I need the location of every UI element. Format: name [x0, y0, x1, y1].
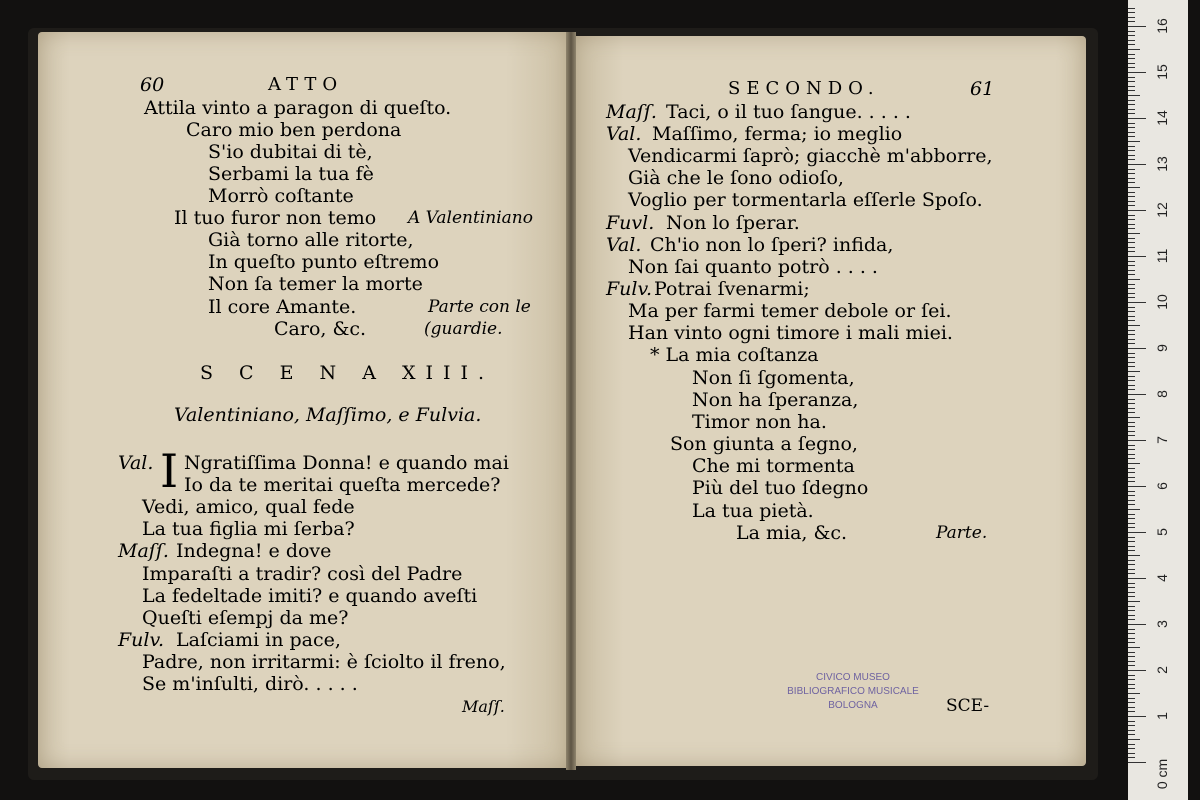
ruler-tick [1128, 537, 1135, 538]
ruler-tick [1128, 320, 1135, 321]
ruler-tick [1128, 256, 1146, 257]
ruler-tick [1128, 380, 1135, 381]
dialogue-line: Imparaſti a tradir? così del Padre [142, 563, 463, 585]
stage-direction: (guardie. [424, 319, 503, 339]
ruler-tick [1128, 468, 1135, 469]
ruler-tick [1128, 541, 1135, 542]
ruler-tick [1128, 251, 1135, 252]
ruler-tick [1128, 711, 1135, 712]
ruler-tick [1128, 504, 1135, 505]
ruler-tick [1128, 587, 1135, 588]
ruler-tick [1128, 518, 1135, 519]
verse-line: Caro, &c. [274, 318, 367, 340]
ruler-tick [1128, 458, 1135, 459]
ruler-tick [1128, 182, 1135, 183]
ruler-tick [1128, 169, 1135, 170]
ruler-tick [1128, 54, 1135, 55]
dialogue-line: Ma per farmi temer debole or ſei. [628, 300, 952, 322]
dialogue-line: Taci, o il tuo ſangue. . . . . [666, 101, 911, 123]
ruler-tick [1128, 716, 1146, 717]
dialogue-line: Queſti eſempj da me? [142, 607, 349, 629]
scene-characters: Valentiniano, Maſſimo, e Fulvia. [174, 404, 482, 426]
ruler-tick [1128, 201, 1135, 202]
ruler-tick [1128, 688, 1135, 689]
dialogue-line: Laſciami in pace, [176, 629, 341, 651]
ruler-tick [1128, 491, 1135, 492]
ruler-tick [1128, 77, 1135, 78]
ruler-tick [1128, 610, 1135, 611]
ruler-tick [1128, 675, 1135, 676]
ruler-tick [1128, 684, 1135, 685]
verse-line: Il tuo furor non temo [174, 207, 377, 229]
ruler-tick [1128, 560, 1135, 561]
ruler-tick [1128, 219, 1135, 220]
ruler-tick [1128, 707, 1135, 708]
dialogue-line: Non lo ſperar. [666, 212, 800, 234]
ruler-tick [1128, 270, 1135, 271]
dialogue-line: La fedeltade imiti? e quando aveſti [142, 585, 478, 607]
ruler-label: 5 [1154, 528, 1170, 536]
dialogue-line: Han vinto ogni timore i mali miei. [628, 322, 953, 344]
dialogue-line: Vendicarmi ſaprò; giacchè m'abborre, [628, 145, 993, 167]
verse-line: Attila vinto a paragon di queſto. [144, 97, 452, 119]
ruler-tick [1128, 670, 1146, 671]
ruler-tick [1128, 578, 1146, 579]
ruler-tick [1128, 362, 1135, 363]
ruler-tick [1128, 412, 1135, 413]
ruler-tick [1128, 123, 1135, 124]
aria-line: Non ha ſperanza, [692, 389, 859, 411]
ruler-tick [1128, 417, 1140, 418]
ruler-tick [1128, 721, 1135, 722]
verse-line: Morrò coſtante [208, 185, 354, 207]
ruler-tick [1128, 113, 1135, 114]
ruler-tick [1128, 445, 1135, 446]
ruler-tick [1128, 449, 1135, 450]
dialogue-line: Vedi, amico, qual fede [142, 496, 355, 518]
ruler-tick [1128, 233, 1140, 234]
speaker-label: Fulv. [606, 278, 653, 300]
ruler-tick [1128, 514, 1135, 515]
ruler-tick [1128, 573, 1135, 574]
ruler-label: 15 [1154, 64, 1170, 80]
ruler-tick [1128, 431, 1135, 432]
ruler-tick [1128, 21, 1135, 22]
aria-line: * La mia coſtanza [650, 344, 819, 366]
ruler-tick [1128, 463, 1140, 464]
aria-line: Son giunta a ſegno, [670, 433, 858, 455]
ruler-tick [1128, 730, 1135, 731]
ruler-tick [1128, 63, 1135, 64]
speaker-label: Maſſ. [118, 540, 169, 562]
ruler-tick [1128, 693, 1140, 694]
ruler-tick [1128, 311, 1135, 312]
ruler-tick [1128, 661, 1135, 662]
ruler-tick [1128, 748, 1135, 749]
ruler-tick [1128, 17, 1135, 18]
ruler-tick [1128, 228, 1135, 229]
scene-heading: S C E N A XIII. [200, 362, 495, 384]
ruler-tick [1128, 757, 1135, 758]
ruler-tick [1128, 702, 1135, 703]
ruler-tick [1128, 155, 1135, 156]
ruler-tick [1128, 302, 1146, 303]
ruler-tick [1128, 104, 1135, 105]
ruler-tick [1128, 279, 1140, 280]
ruler-label: 11 [1154, 248, 1170, 264]
ruler-tick [1128, 95, 1140, 96]
ruler-tick [1128, 316, 1135, 317]
speaker-label: Val. [606, 234, 642, 256]
ruler-tick [1128, 698, 1135, 699]
ruler-tick [1128, 265, 1135, 266]
ruler-tick [1128, 739, 1140, 740]
dialogue-line: Ngratiſſima Donna! e quando mai [184, 452, 509, 474]
ruler-tick [1128, 173, 1135, 174]
dialogue-line: Voglio per tormentarla eſſerle Spoſo. [628, 189, 983, 211]
ruler-label: 1 [1154, 712, 1170, 720]
ruler-tick [1128, 665, 1135, 666]
dialogue-line: La tua figlia mi ſerba? [142, 518, 355, 540]
verse-line: Serbami la tua fè [208, 163, 374, 185]
ruler-tick [1128, 583, 1135, 584]
ruler-tick [1128, 325, 1140, 326]
dialogue-line: Io da te meritai queſta mercede? [184, 474, 501, 496]
ruler-tick [1128, 647, 1140, 648]
ruler-tick [1128, 242, 1135, 243]
ruler-tick [1128, 159, 1135, 160]
ruler-tick [1128, 532, 1146, 533]
dialogue-line: Già che le ſono odioſo, [628, 167, 844, 189]
library-stamp [780, 671, 926, 717]
ruler-tick [1128, 376, 1135, 377]
ruler-tick [1128, 624, 1146, 625]
ruler-tick [1128, 679, 1135, 680]
verse-line: Non ſa temer la morte [208, 273, 423, 295]
aria-line: La mia, &c. [736, 522, 848, 544]
ruler-tick [1128, 555, 1140, 556]
ruler-label: 14 [1154, 110, 1170, 126]
verse-line: Il core Amante. [208, 296, 357, 318]
ruler-label: 9 [1154, 344, 1170, 352]
dialogue-line: Padre, non irritarmi: è ſciolto il freno, [142, 651, 506, 673]
right-running-head: SECONDO. [728, 78, 880, 99]
ruler-tick [1128, 238, 1135, 239]
ruler-tick [1128, 606, 1135, 607]
ruler-tick [1128, 146, 1135, 147]
ruler-tick [1128, 31, 1135, 32]
ruler-tick [1128, 399, 1135, 400]
ruler-tick [1128, 596, 1135, 597]
verse-line: In queſto punto eſtremo [208, 251, 440, 273]
ruler-tick [1128, 762, 1146, 763]
ruler-tick [1128, 343, 1135, 344]
aria-line: Più del tuo ſdegno [692, 477, 869, 499]
ruler-tick [1128, 523, 1135, 524]
left-running-head: ATTO [268, 74, 344, 95]
aria-line: Non ſi ſgomenta, [692, 367, 855, 389]
dialogue-line: Se m'inſulti, dirò. . . . . [142, 673, 358, 695]
ruler-tick [1128, 472, 1135, 473]
drop-initial: I [160, 444, 179, 498]
ruler-tick [1128, 569, 1135, 570]
ruler-tick [1128, 210, 1146, 211]
ruler-tick [1128, 486, 1146, 487]
ruler-label: 10 [1154, 294, 1170, 310]
ruler-tick [1128, 652, 1135, 653]
ruler-tick [1128, 127, 1135, 128]
ruler-tick [1128, 26, 1146, 27]
ruler-tick [1128, 334, 1135, 335]
ruler-tick [1128, 164, 1146, 165]
dialogue-line: Indegna! e dove [176, 540, 332, 562]
ruler-tick [1128, 638, 1135, 639]
ruler-tick [1128, 422, 1135, 423]
ruler-tick [1128, 734, 1135, 735]
ruler-tick [1128, 205, 1135, 206]
verse-line: Caro mio ben perdona [186, 119, 402, 141]
catchword: Maſſ. [462, 697, 505, 716]
ruler-tick [1128, 435, 1135, 436]
ruler-tick [1128, 454, 1135, 455]
ruler-tick [1128, 744, 1135, 745]
ruler-tick [1128, 477, 1135, 478]
ruler-label: 13 [1154, 156, 1170, 172]
ruler-tick [1128, 509, 1140, 510]
dialogue-line: Non ſai quanto potrò . . . . [628, 256, 878, 278]
ruler-tick [1128, 440, 1146, 441]
ruler-tick [1128, 371, 1140, 372]
ruler-tick [1128, 564, 1135, 565]
ruler-tick [1128, 385, 1135, 386]
ruler-tick [1128, 8, 1135, 9]
ruler-tick [1128, 81, 1135, 82]
ruler-tick [1128, 408, 1135, 409]
stamp-line: BIBLIOGRAFICO MUSICALE [787, 686, 919, 697]
dialogue-line: Ch'io non lo ſperi? infida, [650, 234, 894, 256]
ruler-label: 3 [1154, 620, 1170, 628]
speaker-label: Fulv. [118, 629, 165, 651]
ruler-tick [1128, 297, 1135, 298]
aria-line: La tua pietà. [692, 500, 814, 522]
ruler-tick [1128, 187, 1140, 188]
ruler-label: 7 [1154, 436, 1170, 444]
ruler-tick [1128, 307, 1135, 308]
aria-line: Che mi tormenta [692, 455, 855, 477]
ruler-tick [1128, 136, 1135, 137]
ruler-tick [1128, 619, 1135, 620]
ruler-tick [1128, 90, 1135, 91]
ruler-tick [1128, 215, 1135, 216]
verse-line: S'io dubitai di tè, [208, 141, 373, 163]
ruler-tick [1128, 178, 1135, 179]
ruler-label: 2 [1154, 666, 1170, 674]
ruler-tick [1128, 500, 1135, 501]
ruler-tick [1128, 527, 1135, 528]
left-page-number: 60 [140, 74, 165, 96]
ruler-tick [1128, 40, 1135, 41]
ruler-tick [1128, 49, 1140, 50]
ruler-tick [1128, 58, 1135, 59]
ruler-tick [1128, 353, 1135, 354]
ruler-tick [1128, 481, 1135, 482]
catchword: SCE- [946, 696, 990, 716]
ruler-tick [1128, 247, 1135, 248]
ruler-tick [1128, 12, 1135, 13]
stamp-line: BOLOGNA [828, 700, 878, 711]
ruler-tick [1128, 67, 1135, 68]
ruler-label: 12 [1154, 202, 1170, 218]
ruler-tick [1128, 615, 1135, 616]
ruler-tick [1128, 330, 1135, 331]
ruler-tick [1128, 633, 1135, 634]
stage-direction: A Valentiniano [408, 208, 533, 228]
ruler-tick [1128, 132, 1135, 133]
stage-direction: Parte. [936, 523, 988, 543]
ruler-tick [1128, 546, 1135, 547]
speaker-label: Fuvl. [606, 212, 655, 234]
ruler-tick [1128, 403, 1135, 404]
ruler-tick [1128, 366, 1135, 367]
right-page-number: 61 [970, 78, 995, 100]
ruler-tick [1128, 293, 1135, 294]
ruler-tick [1128, 426, 1135, 427]
ruler-tick [1128, 394, 1146, 395]
ruler-tick [1128, 642, 1135, 643]
ruler-tick [1128, 100, 1135, 101]
ruler-tick [1128, 629, 1135, 630]
ruler-tick [1128, 288, 1135, 289]
measurement-ruler [1128, 0, 1188, 800]
ruler-tick [1128, 192, 1135, 193]
ruler-tick [1128, 109, 1135, 110]
ruler-tick [1128, 86, 1135, 87]
dialogue-line: Potrai ſvenarmi; [654, 278, 810, 300]
ruler-tick [1128, 44, 1135, 45]
stage-direction: Parte con le [428, 297, 531, 317]
ruler-label: 16 [1154, 18, 1170, 34]
ruler-tick [1128, 150, 1135, 151]
ruler-label: 6 [1154, 482, 1170, 490]
ruler-tick [1128, 224, 1135, 225]
ruler-tick [1128, 72, 1146, 73]
aria-line: Timor non ha. [692, 411, 827, 433]
speaker-label: Maſſ. [606, 101, 657, 123]
speaker-label: Val. [118, 452, 154, 474]
ruler-tick [1128, 495, 1135, 496]
ruler-tick [1128, 753, 1135, 754]
verse-line: Già torno alle ritorte, [208, 229, 414, 251]
ruler-tick [1128, 348, 1146, 349]
ruler-label: 4 [1154, 574, 1170, 582]
ruler-tick [1128, 261, 1135, 262]
stamp-line: CIVICO MUSEO [816, 672, 890, 683]
ruler-tick [1128, 274, 1135, 275]
ruler-tick [1128, 550, 1135, 551]
ruler-label: 8 [1154, 390, 1170, 398]
dialogue-line: Maſſimo, ferma; io meglio [652, 123, 903, 145]
ruler-tick [1128, 118, 1146, 119]
ruler-tick [1128, 196, 1135, 197]
ruler-tick [1128, 339, 1135, 340]
ruler-tick [1128, 601, 1140, 602]
ruler-tick [1128, 35, 1135, 36]
ruler-tick [1128, 725, 1135, 726]
ruler-tick [1128, 141, 1140, 142]
book-gutter [566, 32, 576, 770]
ruler-label: 0 cm [1154, 758, 1170, 790]
ruler-tick [1128, 656, 1135, 657]
ruler-tick [1128, 357, 1135, 358]
ruler-tick [1128, 389, 1135, 390]
ruler-tick [1128, 284, 1135, 285]
ruler-tick [1128, 592, 1135, 593]
speaker-label: Val. [606, 123, 642, 145]
